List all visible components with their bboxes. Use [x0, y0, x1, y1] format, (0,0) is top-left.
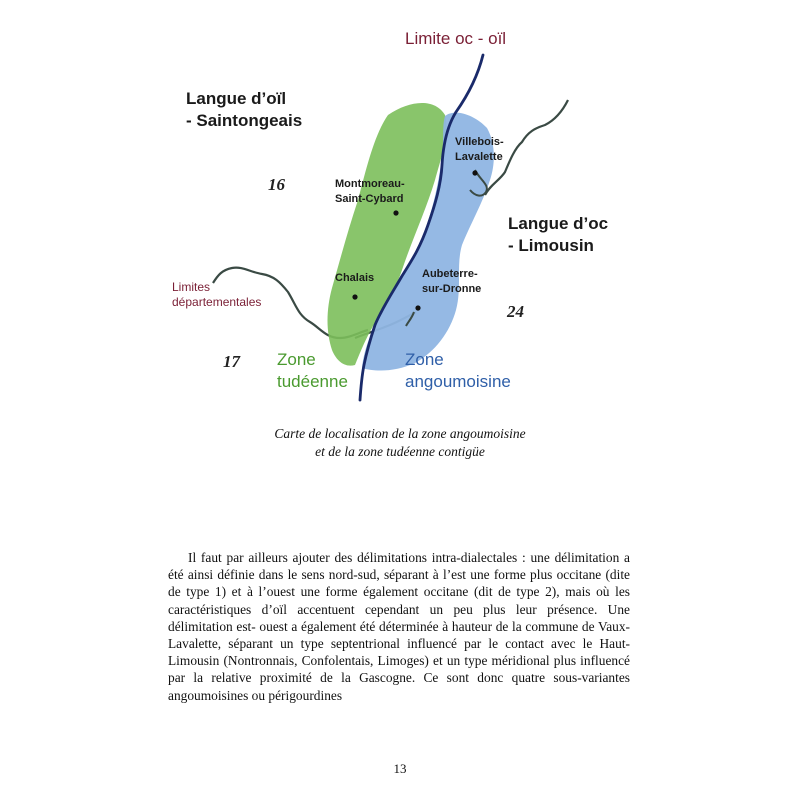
- town-dot-montmoreau: [393, 210, 398, 215]
- caption-line1: Carte de localisation de la zone angoumoisine: [274, 426, 526, 441]
- department-17-label: 17: [223, 352, 240, 371]
- town-chalais-line1: Chalais: [335, 272, 375, 284]
- zone-tudeenne-line2: tudéenne: [277, 372, 348, 391]
- town-label-villebois: [455, 135, 504, 165]
- town-montmoreau-line2: Saint-Cybard: [335, 193, 404, 205]
- town-villebois-line2: Lavalette: [455, 151, 503, 163]
- dept-limits-line2: départementales: [172, 295, 262, 309]
- town-villebois-line1: Villebois-: [455, 136, 504, 148]
- department-16-label: 16: [268, 175, 285, 194]
- town-dot-chalais: [352, 294, 357, 299]
- zone-angoumoisine-line1: Zone: [405, 350, 444, 369]
- body-text: [168, 549, 630, 704]
- paragraph: Il faut par ailleurs ajouter des délimitations intra-dialectales : une délimitation a été ainsi définie dans le sens nord-sud, séparant à l’est une forme plus occitane (dite de type 1) et à l’ouest une forme également occitane (dit de type 2), mais où les caractéristiques d’oïl accentuent cependant un peu plus leur présence. Une délimitation est- ouest a également été déterminée à hauteur de la commune de Vaux-Lavalette, séparant un type septentrional influencé par le contact avec le Haut-Limousin (Nontronnais, Confolentais, Limoges) et un type méridional plus influencé par la relative proximité de la Gascogne. Ce sont donc quatre sous-variantes angoumoisines ou périgourdines: [168, 550, 630, 703]
- town-label-montmoreau: [335, 177, 405, 207]
- zone-angoumoisine-line2: angoumoisine: [405, 372, 511, 391]
- limit-oc-oil-label: Limite oc - oïl: [405, 29, 507, 48]
- dialect-map: [150, 20, 609, 405]
- page-number: 13: [393, 761, 407, 776]
- caption-line2: et de la zone tudéenne contigüe: [315, 444, 485, 459]
- town-dot-aubeterre: [415, 305, 420, 310]
- dept-limits-label: [172, 280, 261, 310]
- town-montmoreau-line1: Montmoreau-: [335, 178, 405, 190]
- town-label-chalais: [335, 271, 374, 286]
- langue-oc-label: [508, 213, 608, 257]
- langue-oil-line2: - Saintongeais: [186, 111, 303, 130]
- town-label-aubeterre: [422, 267, 481, 297]
- town-dot-villebois: [472, 170, 477, 175]
- langue-oil-label: [186, 88, 302, 132]
- dept-limits-line1: Limites: [172, 280, 211, 294]
- department-24-label: 24: [507, 302, 524, 321]
- town-aubeterre-line1: Aubeterre-: [422, 268, 478, 280]
- langue-oc-line2: - Limousin: [508, 236, 594, 255]
- map-caption: [150, 425, 650, 461]
- zone-tudeenne-label: [277, 349, 348, 393]
- town-aubeterre-line2: sur-Dronne: [422, 283, 482, 295]
- langue-oil-line1: Langue d’oïl: [186, 89, 287, 108]
- zone-tudeenne-line1: Zone: [277, 350, 316, 369]
- zone-angoumoisine-label: [405, 349, 511, 393]
- langue-oc-line1: Langue d’oc: [508, 214, 609, 233]
